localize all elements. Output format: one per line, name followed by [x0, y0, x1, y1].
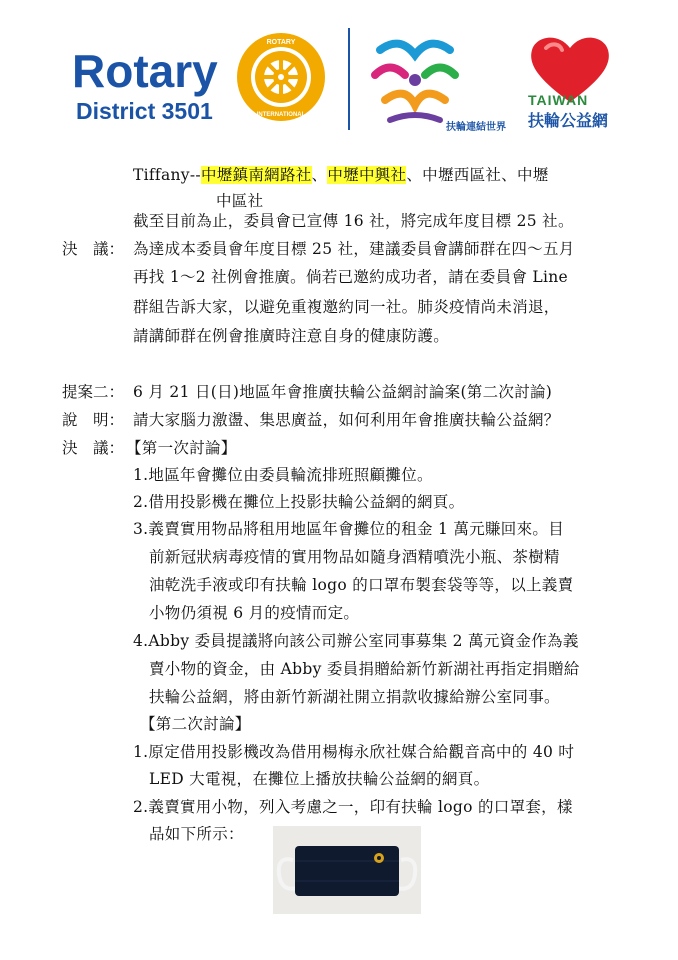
second-item-1-line-1: 1.原定借用投影機改為借用楊梅永欣社媒合給觀音高中的 40 吋 [133, 743, 575, 761]
first-item-4-line-1: 4.Abby 委員提議將向該公司辦公室同事募集 2 萬元資金作為義 [133, 632, 579, 650]
rotary-wheel-icon [234, 30, 328, 124]
club-prefix: Tiffany-- [133, 166, 201, 184]
resolution-label-2: 決 議： [62, 439, 125, 457]
progress-line: 截至目前為止，委員會已宣傳 16 社，將完成年度目標 25 社。 [133, 212, 574, 230]
taiwan-subtitle: 扶輪公益網 [528, 111, 609, 130]
proposal-label: 提案二： [62, 383, 125, 401]
first-item-4-line-2: 賣小物的資金，由 Abby 委員捐贈給新竹新湖社再指定捐贈給 [149, 660, 580, 678]
first-item-3-line-3: 油乾洗手液或印有扶輪 logo 的口罩布製套袋等等，以上義賣 [149, 576, 574, 594]
header-divider [348, 28, 350, 130]
first-item-3-line-1: 3.義賣實用物品將租用地區年會攤位的租金 1 萬元賺回來。目 [133, 520, 565, 538]
first-item-3-line-4: 小物仍須視 6 月的疫情而定。 [149, 604, 360, 622]
club-sep: 、 [311, 166, 328, 184]
club-highlight-1: 中壢鎮南網路社 [200, 166, 312, 184]
first-discussion-heading: 【第一次討論】 [126, 439, 237, 457]
club-suffix: 、中壢西區社、中壢 [406, 166, 549, 184]
resolution-1-line-3: 群組告訴大家，以避免重複邀約同一社。肺炎疫情尚未消退， [133, 298, 560, 316]
resolution-1-line-2: 再找 1～2 社例會推廣。倘若已邀約成功者，請在委員會 Line [133, 268, 569, 286]
taiwan-text: TAIWAN [528, 92, 589, 108]
first-item-3-line-2: 前新冠狀病毒疫情的實用物品如隨身酒精噴洗小瓶、茶樹精 [149, 548, 560, 566]
club-list-line [133, 164, 549, 186]
connect-world-logo [360, 30, 470, 130]
wheel-side-text: INTERNATIONAL [256, 112, 306, 118]
rotary-title: Rotary [72, 45, 218, 97]
proposal-title: 6 月 21 日(日)地區年會推廣扶輪公益網討論案(第二次討論) [133, 383, 553, 401]
club-highlight-2: 中壢中興社 [327, 166, 407, 184]
explain-text: 請大家腦力激盪、集思廣益，如何利用年會推廣扶輪公益網？ [133, 411, 560, 429]
resolution-1-line-4: 請講師群在例會推廣時注意自身的健康防護。 [133, 327, 450, 345]
connect-world-text: 扶輪連結世界 [446, 122, 506, 133]
first-item-1: 1.地區年會攤位由委員輪流排班照顧攤位。 [133, 466, 433, 484]
rotary-district: District 3501 [76, 98, 213, 124]
wheel-top-text: ROTARY [266, 39, 296, 46]
mask-sample-photo [273, 826, 421, 914]
explain-label: 說 明： [62, 411, 125, 429]
first-item-2: 2.借用投影機在攤位上投影扶輪公益網的網頁。 [133, 493, 465, 511]
resolution-1-line-1: 為達成本委員會年度目標 25 社，建議委員會講師群在四～五月 [133, 240, 575, 258]
resolution-label-1: 決 議： [62, 240, 125, 258]
second-discussion-heading: 【第二次討論】 [140, 715, 251, 733]
mask-icon [273, 826, 421, 914]
second-item-1-line-2: LED 大電視，在攤位上播放扶輪公益網的網頁。 [149, 770, 490, 788]
rotary-logo [72, 45, 232, 128]
second-item-2-line-2: 品如下所示： [149, 825, 244, 843]
second-item-2-line-1: 2.義賣實用小物，列入考慮之一，印有扶輪 logo 的口罩套，樣 [133, 798, 573, 816]
first-item-4-line-3: 扶輪公益網，將由新竹新湖社開立捐款收據給辦公室同事。 [149, 688, 560, 706]
club-list-line-2: 中區社 [216, 192, 264, 210]
